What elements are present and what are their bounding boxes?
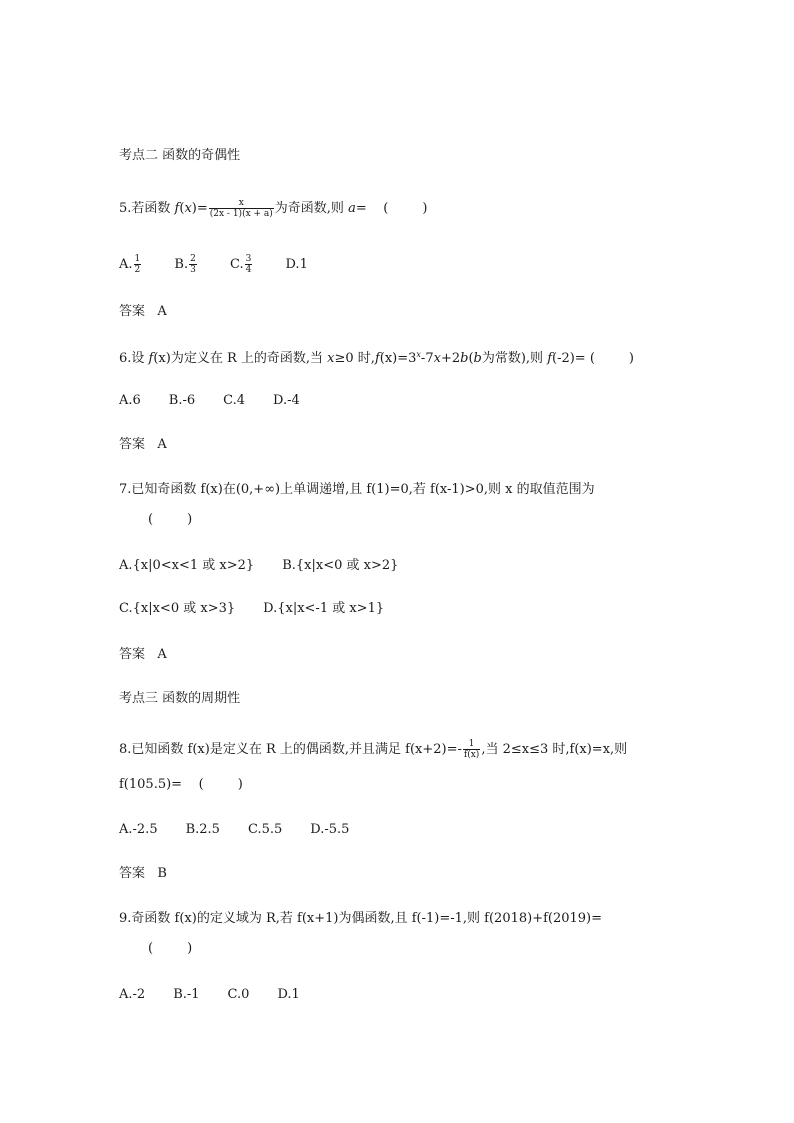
stem-text: 若函数 [131, 201, 175, 216]
fraction-numerator: 2 [190, 254, 196, 264]
stem-text: (-2)= [552, 351, 586, 366]
question-5-options [119, 254, 308, 275]
answer-6 [119, 436, 167, 454]
answer-label: 答案 [119, 866, 146, 881]
question-6-options [119, 392, 300, 410]
answer-7 [119, 646, 167, 664]
question-6-stem [119, 346, 634, 368]
fraction-numerator: 1 [463, 739, 480, 750]
stem-text: ,当 2≤x≤3 时,f(x)=x,则 [481, 742, 628, 757]
answer-8 [119, 865, 167, 883]
answer-value: A [157, 437, 167, 452]
stem-text: 为定义在 R 上的奇函数,当 [170, 351, 328, 366]
answer-label: 答案 [119, 647, 146, 662]
option-a: A.{x|0<x<1 或 x>2} [119, 558, 255, 573]
option-c: C.4 [223, 393, 246, 408]
option-d [285, 257, 307, 272]
answer-blank-right: ) [628, 351, 634, 366]
answer-blank-left: ( [198, 777, 204, 792]
stem-text: (x)=3 [379, 351, 417, 366]
option-a: A.-2.5 [119, 822, 158, 837]
option-label: B. [174, 257, 189, 272]
answer-blank-left: ( [589, 351, 595, 366]
question-7-stem: 7.已知奇函数 f(x)在(0,+∞)上单调递增,且 f(1)=0,若 f(x-1)>0,则 x 的取值范围为 [119, 482, 595, 497]
fraction-denominator: 3 [190, 265, 196, 275]
answer-blank-right: ) [422, 201, 428, 216]
question-5-stem [119, 198, 427, 219]
stem-text: f(105.5)= [119, 777, 183, 792]
answer-label: 答案 [119, 304, 146, 319]
variable-x: x [433, 351, 441, 366]
question-9-answer-blank [148, 940, 192, 958]
stem-text: -7 [420, 351, 434, 366]
fraction-numerator: 1 [134, 254, 141, 264]
function-arg: (x) [153, 351, 171, 366]
fraction-denominator: 2 [134, 265, 141, 275]
fraction [463, 739, 480, 760]
stem-text: 为常数),则 [481, 351, 548, 366]
option-a: A.6 [119, 393, 141, 408]
stem-text: 8.已知函数 f(x)是定义在 R 上的偶函数,并且满足 f(x+2)=- [119, 742, 462, 757]
option-d: D.-5.5 [310, 822, 350, 837]
function-name: f [148, 351, 154, 366]
question-9-options [119, 986, 300, 1004]
answer-label: 答案 [119, 437, 146, 452]
question-8-stem [119, 739, 627, 760]
section-heading-periodicity: 考点三 函数的周期性 [119, 691, 241, 706]
variable-x: x [327, 351, 335, 366]
question-number: 5. [119, 201, 132, 216]
question-7-answer-blank [148, 511, 192, 529]
fraction [209, 198, 274, 219]
option-b: B.-1 [173, 987, 200, 1002]
fraction-denominator: f(x) [463, 750, 480, 760]
question-number: 6. [119, 351, 132, 366]
option-c: C.5.5 [247, 822, 283, 837]
function-name: f [174, 201, 180, 216]
answer-blank-left: ( [148, 512, 154, 527]
variable-x: x [184, 201, 192, 216]
question-7-options-row1 [119, 557, 398, 575]
option-c [229, 254, 253, 275]
option-label: A. [119, 257, 133, 272]
paren: ( [179, 201, 185, 216]
question-9-stem: 9.奇函数 f(x)的定义域为 R,若 f(x+1)为偶函数,且 f(-1)=-1,则 f(2018)+f(2019)= [119, 911, 603, 926]
answer-blank-right: ) [237, 777, 243, 792]
option-b [174, 254, 197, 275]
option-c: C.0 [227, 987, 250, 1002]
stem-text: ≥0 时, [334, 351, 375, 366]
question-7-options-row2 [119, 600, 384, 618]
fraction [189, 254, 197, 275]
variable-b: b [460, 351, 469, 366]
variable-a: a [348, 201, 356, 216]
option-d: D.-4 [273, 393, 300, 408]
option-a [119, 254, 142, 275]
question-8-stem-line2 [119, 776, 243, 794]
answer-value: A [157, 304, 167, 319]
option-a: A.-2 [119, 987, 146, 1002]
fraction-denominator: (2x - 1)(x + a) [209, 209, 273, 219]
option-value: 1 [299, 257, 308, 272]
function-name: f [547, 351, 552, 366]
answer-value: A [157, 647, 167, 662]
answer-value: B [157, 866, 167, 881]
function-name: f [374, 351, 380, 366]
option-c: C.{x|x<0 或 x>3} [119, 601, 236, 616]
fraction [245, 254, 253, 275]
paren: )= [191, 201, 208, 216]
fraction-numerator: x [209, 198, 274, 209]
equals-sign: = [355, 201, 367, 216]
option-b: B.{x|x<0 或 x>2} [282, 558, 399, 573]
answer-5 [119, 303, 167, 321]
fraction-numerator: 3 [245, 254, 252, 264]
variable-b: b [473, 351, 482, 366]
stem-text: +2 [440, 351, 461, 366]
option-b: B.-6 [168, 393, 196, 408]
option-label: D. [285, 257, 300, 272]
fraction [134, 254, 142, 275]
stem-text: 设 [131, 351, 149, 366]
stem-text: ( [468, 351, 474, 366]
option-b: B.2.5 [185, 822, 220, 837]
answer-blank-left: ( [148, 941, 154, 956]
answer-blank-right: ) [187, 941, 193, 956]
option-d: D.1 [277, 987, 300, 1002]
option-d: D.{x|x<-1 或 x>1} [263, 601, 385, 616]
answer-blank-left: ( [383, 201, 389, 216]
option-label: C. [229, 257, 244, 272]
fraction-denominator: 4 [245, 265, 252, 275]
section-heading-parity: 考点二 函数的奇偶性 [119, 148, 241, 163]
question-8-options [119, 821, 349, 839]
answer-blank-right: ) [187, 512, 193, 527]
exponent: x [416, 350, 421, 359]
stem-text: 为奇函数,则 [274, 201, 349, 216]
